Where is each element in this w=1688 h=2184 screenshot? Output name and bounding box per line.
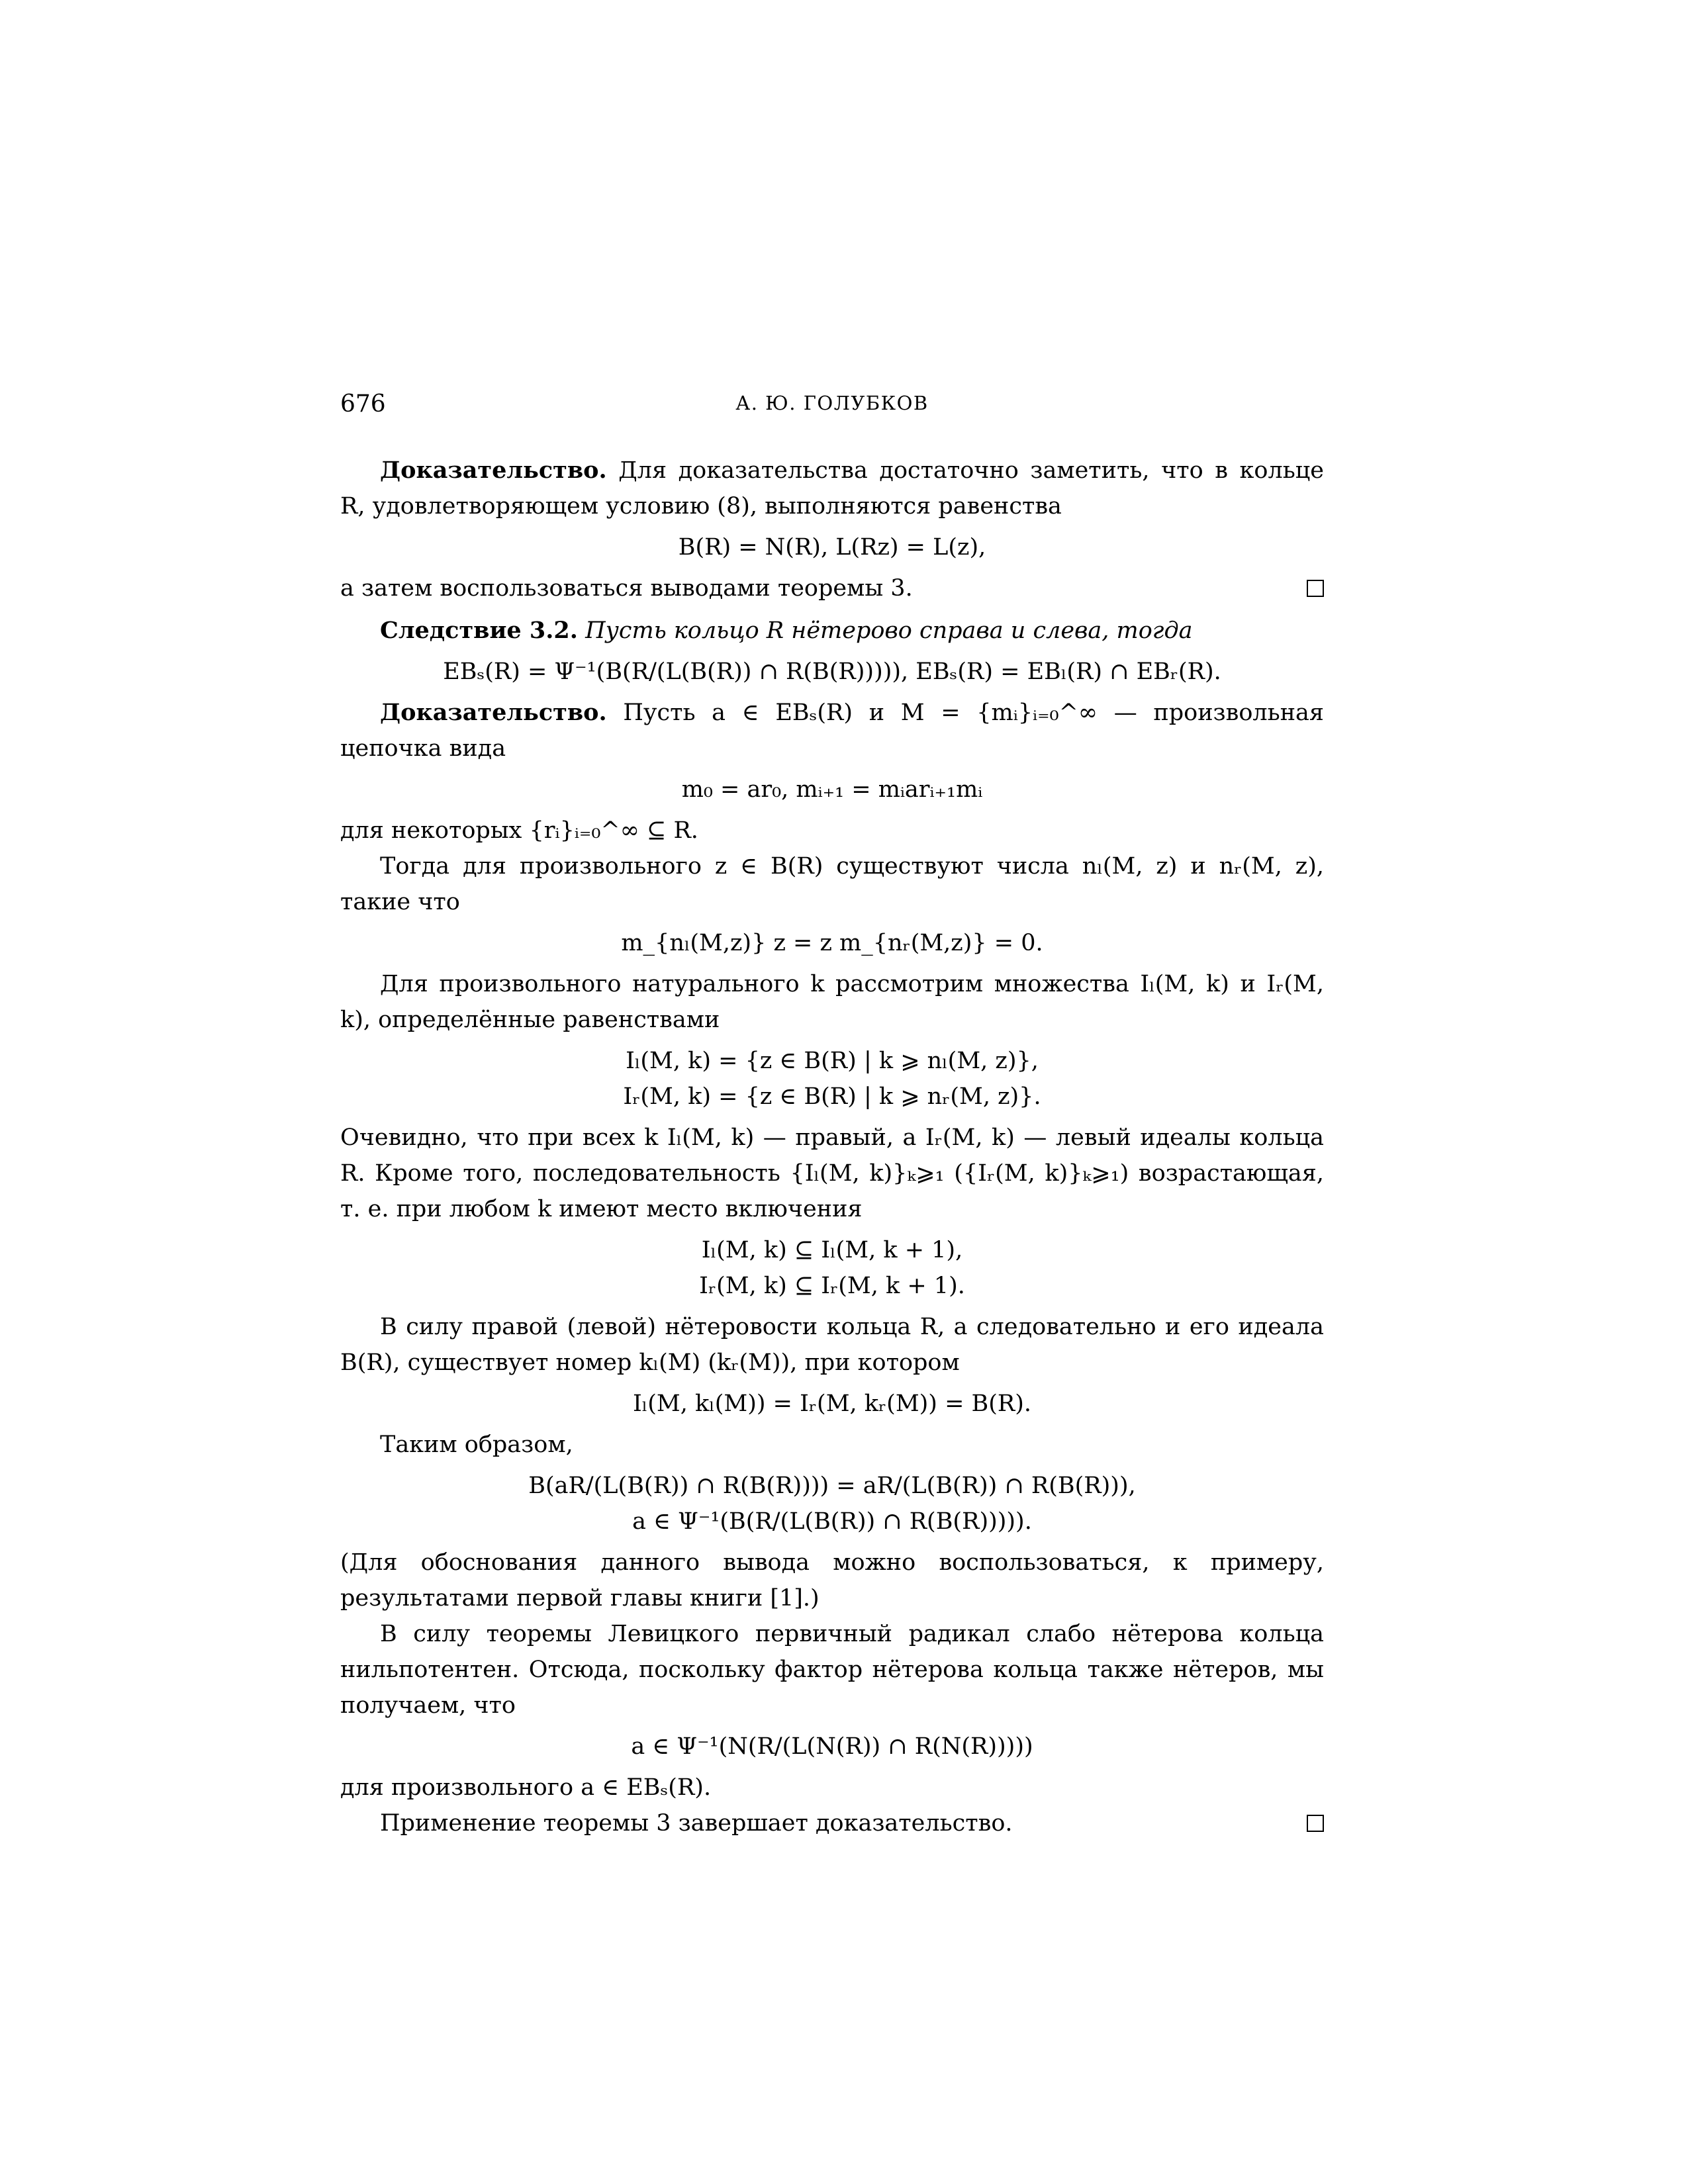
proof2-closing-line <box>340 1805 1324 1841</box>
page-body <box>340 453 1324 1841</box>
qed-square-icon <box>1307 580 1324 597</box>
proof1-formula: B(R) = N(R), L(Rz) = L(z), <box>678 534 986 561</box>
formula-conclusion-1: B(aR/(L(B(R)) ∩ R(B(R)))) = aR/(L(B(R)) ∩ R(B(R))), <box>528 1473 1136 1499</box>
page <box>340 371 1324 1841</box>
formula-inclusion-left: Iₗ(M, k) ⊆ Iₗ(M, k + 1), <box>701 1237 963 1263</box>
formula-levitzki: a ∈ Ψ⁻¹(N(R/(L(N(R)) ∩ R(N(R))))) <box>631 1733 1033 1760</box>
qed-square-icon <box>1307 1815 1324 1832</box>
proof2-p8: (Для обоснования данного вывода можно воспользоваться, к примеру, результатами первой главы книги [1].) <box>340 1549 1324 1612</box>
formula-inclusions <box>340 1232 1324 1304</box>
proof2-p9: В силу теоремы Левицкого первичный радикал слабо нётерова кольца нильпотентен. Отсюда, поскольку фактор нётерова кольца также нётеров, мы получаем, что <box>340 1621 1324 1719</box>
formula-inclusion-right: Iᵣ(M, k) ⊆ Iᵣ(M, k + 1). <box>699 1273 965 1299</box>
proof2-p3: Тогда для произвольного z ∈ B(R) существуют числа nₗ(M, z) и nᵣ(M, z), такие что <box>340 853 1324 915</box>
corollary-label: Следствие 3.2. <box>380 617 578 644</box>
formula-conclusion <box>340 1468 1324 1539</box>
page-number: 676 <box>340 390 386 418</box>
proof1-text: Для доказательства достаточно заметить, что в кольце R, удовлетворяющем условию (8), выполняются равенства <box>340 457 1324 520</box>
formula-chain: m₀ = ar₀, mᵢ₊₁ = mᵢarᵢ₊₁mᵢ <box>681 776 983 803</box>
formula-ideal-left: Iₗ(M, k) = {z ∈ B(R) | k ⩾ nₗ(M, z)}, <box>626 1048 1039 1074</box>
proof1-paragraph <box>340 453 1324 524</box>
proof2-p10: для произвольного a ∈ EBₛ(R). <box>340 1774 712 1801</box>
proof2-label: Доказательство. <box>380 699 607 726</box>
running-title: А. Ю. ГОЛУБКОВ <box>735 392 929 414</box>
proof2-p4: Для произвольного натурального k рассмотрим множества Iₗ(M, k) и Iᵣ(M, k), определённые равенствами <box>340 971 1324 1033</box>
proof2-p1: Пусть a ∈ EBₛ(R) и M = {mᵢ}ᵢ₌₀^∞ — произвольная цепочка вида <box>340 700 1324 762</box>
formula-ideals <box>340 1043 1324 1115</box>
page-header <box>340 371 1324 418</box>
formula-annihilation: m_{nₗ(M,z)} z = z m_{nᵣ(M,z)} = 0. <box>621 930 1043 956</box>
proof2-p7: Таким образом, <box>380 1432 573 1458</box>
proof2-p6: В силу правой (левой) нётеровости кольца R, а следовательно и его идеала B(R), существует номер kₗ(M) (kᵣ(M)), при котором <box>340 1314 1324 1376</box>
proof1-label: Доказательство. <box>380 457 607 484</box>
formula-ideal-right: Iᵣ(M, k) = {z ∈ B(R) | k ⩾ nᵣ(M, z)}. <box>623 1083 1041 1110</box>
proof1-closing: а затем воспользоваться выводами теоремы 3. <box>340 575 913 602</box>
proof2-p11: Применение теоремы 3 завершает доказательство. <box>380 1810 1013 1837</box>
formula-stabilization: Iₗ(M, kₗ(M)) = Iᵣ(M, kᵣ(M)) = B(R). <box>632 1390 1032 1417</box>
corollary-formula: EBₛ(R) = Ψ⁻¹(B(R/(L(B(R)) ∩ R(B(R))))), EBₛ(R) = EBₗ(R) ∩ EBᵣ(R). <box>443 659 1221 685</box>
corollary-text: Пусть кольцо R нётерово справа и слева, тогда <box>585 617 1193 644</box>
proof2-p5: Очевидно, что при всех k Iₗ(M, k) — правый, а Iᵣ(M, k) — левый идеалы кольца R. Кроме того, последовательность {Iₗ(M, k)}ₖ⩾₁ ({Iᵣ(M, k)}ₖ⩾₁) возрастающая, т. е. при любом k имеют место включения <box>340 1124 1324 1222</box>
corollary-paragraph <box>340 613 1324 649</box>
proof2-paragraph-1 <box>340 695 1324 766</box>
proof1-closing-line <box>340 570 1324 606</box>
proof2-p2: для некоторых {rᵢ}ᵢ₌₀^∞ ⊆ R. <box>340 817 698 844</box>
formula-conclusion-2: a ∈ Ψ⁻¹(B(R/(L(B(R)) ∩ R(B(R))))). <box>632 1508 1032 1535</box>
